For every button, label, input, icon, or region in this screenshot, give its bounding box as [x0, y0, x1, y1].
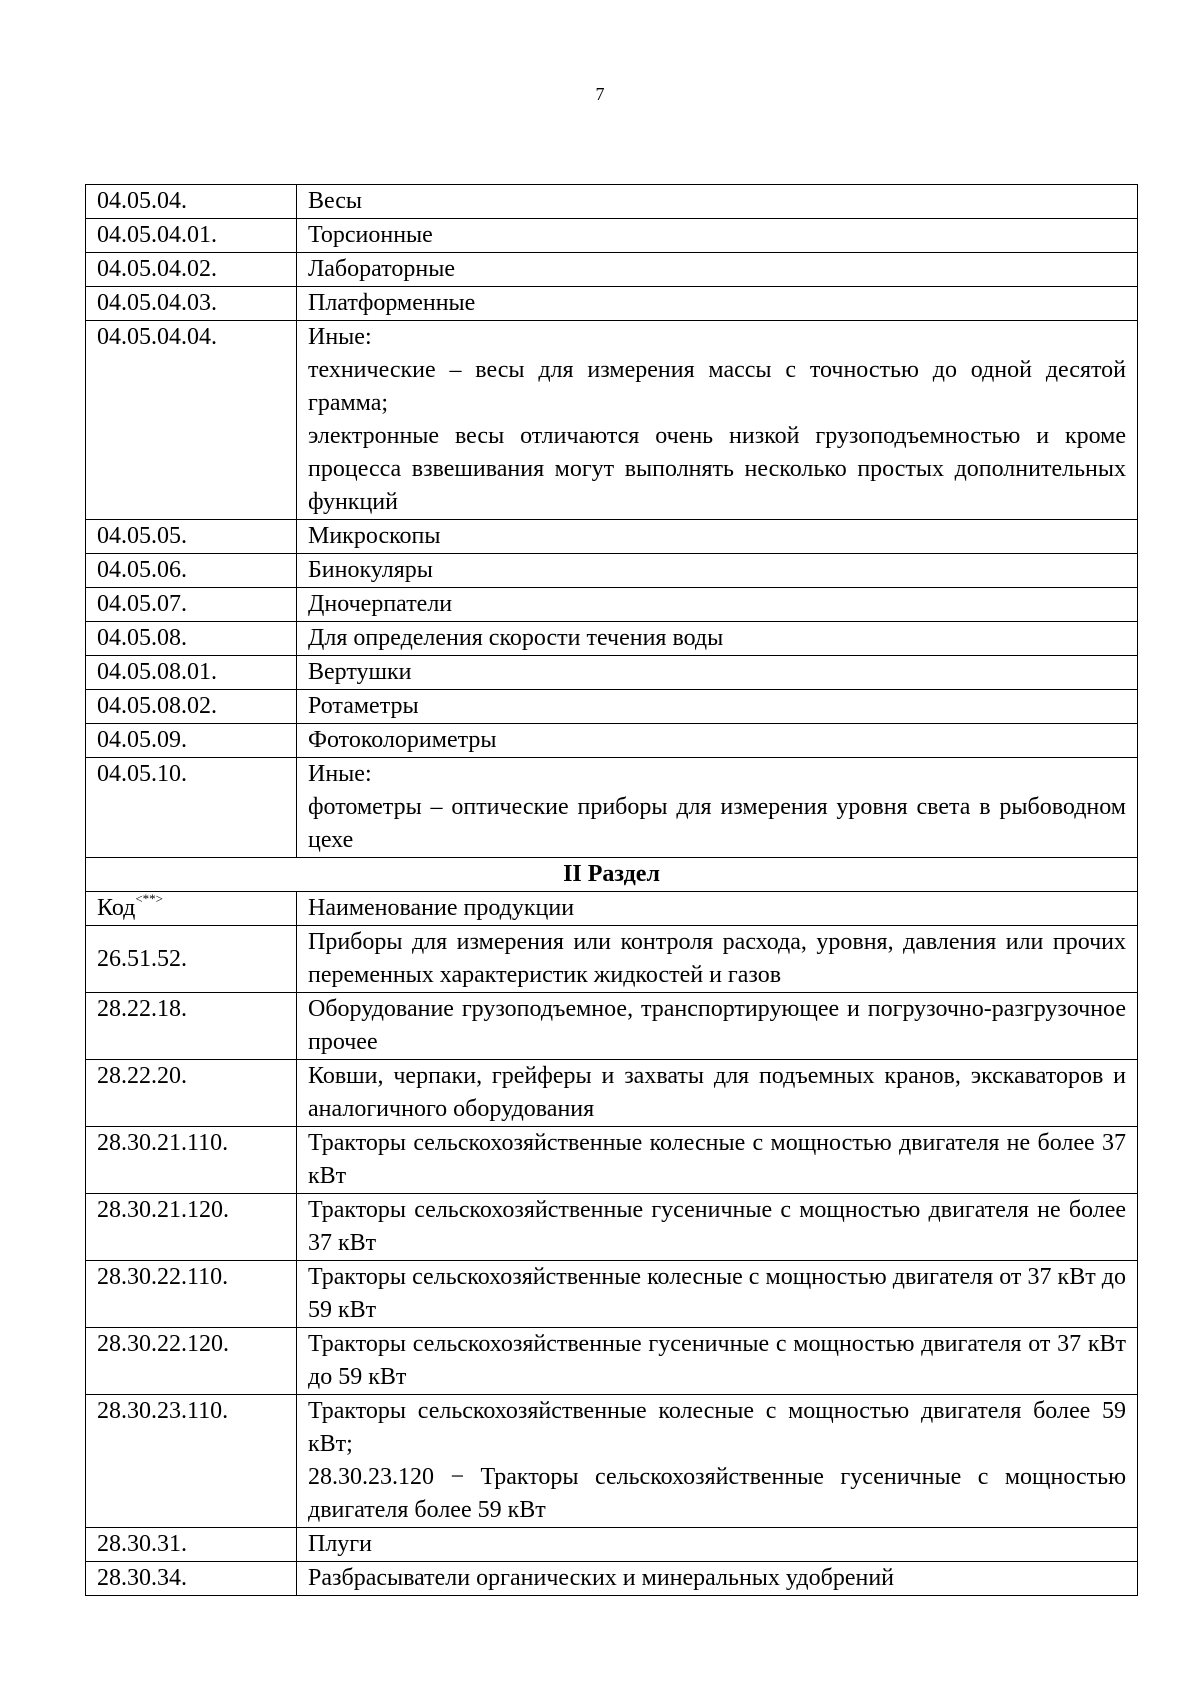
- table-row: [86, 1395, 1138, 1528]
- row-code: 04.05.08.: [86, 622, 297, 656]
- row-code: 28.30.34.: [86, 1562, 297, 1596]
- row-code: 04.05.09.: [86, 724, 297, 758]
- row-name-line: Тракторы сельскохозяйственные колесные с мощностью двигателя от 37 кВт до 59 кВт: [308, 1264, 1126, 1323]
- row-name: [297, 1261, 1138, 1328]
- table-row: [86, 1127, 1138, 1194]
- row-name-line: Фотоколориметры: [308, 727, 497, 753]
- row-name-line: Иные:: [308, 761, 372, 787]
- table-row: [86, 926, 1138, 993]
- section-title: II Раздел: [86, 858, 1138, 892]
- row-code: 04.05.08.02.: [86, 690, 297, 724]
- table-row: [86, 1060, 1138, 1127]
- row-code: 28.22.18.: [86, 993, 297, 1060]
- section-2-header: [86, 858, 1138, 926]
- table-row: [86, 622, 1138, 656]
- row-code: 28.30.21.110.: [86, 1127, 297, 1194]
- row-code: 28.22.20.: [86, 1060, 297, 1127]
- row-code: 04.05.04.02.: [86, 253, 297, 287]
- table-row: [86, 219, 1138, 253]
- row-code: 28.30.23.110.: [86, 1395, 297, 1528]
- row-code: 28.30.21.120.: [86, 1194, 297, 1261]
- row-name-line: Для определения скорости течения воды: [308, 625, 724, 651]
- row-name-line: Дночерпатели: [308, 591, 453, 617]
- row-name: [297, 185, 1138, 219]
- row-code: 28.30.22.120.: [86, 1328, 297, 1395]
- row-name: [297, 554, 1138, 588]
- row-code: 28.30.31.: [86, 1528, 297, 1562]
- code-header: [86, 892, 297, 926]
- row-name-line: Микроскопы: [308, 523, 441, 549]
- table-row: [86, 1528, 1138, 1562]
- row-name: [297, 758, 1138, 858]
- row-code: 04.05.04.04.: [86, 321, 297, 520]
- page-number: 7: [595, 84, 605, 104]
- row-name-line: Торсионные: [308, 222, 433, 248]
- table-row: [86, 1194, 1138, 1261]
- table-row: [86, 554, 1138, 588]
- table-row: [86, 1562, 1138, 1596]
- row-code: 04.05.05.: [86, 520, 297, 554]
- row-name: [297, 993, 1138, 1060]
- row-name: [297, 219, 1138, 253]
- row-name: [297, 1395, 1138, 1528]
- row-name: [297, 622, 1138, 656]
- table-row: [86, 588, 1138, 622]
- row-name-line: Иные:: [308, 324, 372, 350]
- row-name: [297, 1194, 1138, 1261]
- row-name-line: Тракторы сельскохозяйственные гусеничные с мощностью двигателя не более 37 кВт: [308, 1197, 1126, 1256]
- table-row: [86, 656, 1138, 690]
- row-code: 04.05.06.: [86, 554, 297, 588]
- row-name-line: технические – весы для измерения массы с точностью до одной десятой грамма;: [308, 357, 1126, 416]
- row-name: [297, 926, 1138, 993]
- row-name-line: Ротаметры: [308, 693, 419, 719]
- code-header-label: Код: [97, 895, 136, 921]
- table-row: [86, 520, 1138, 554]
- row-name: [297, 1127, 1138, 1194]
- section-title-row: [86, 858, 1138, 892]
- row-name-line: Приборы для измерения или контроля расхода, уровня, давления или прочих переменных характеристик жидкостей и газов: [308, 929, 1126, 988]
- section-2-body: [86, 926, 1138, 1596]
- row-name-line: электронные весы отличаются очень низкой грузоподъемностью и кроме процесса взвешивания могут выполнять несколько простых дополнительных функций: [308, 423, 1126, 515]
- column-header-row: [86, 892, 1138, 926]
- row-name-line: Бинокуляры: [308, 557, 433, 583]
- table-row: [86, 993, 1138, 1060]
- row-name: [297, 588, 1138, 622]
- row-name-line: Разбрасыватели органических и минеральных удобрений: [308, 1565, 895, 1591]
- row-name-line: Лабораторные: [308, 256, 455, 282]
- row-name: [297, 253, 1138, 287]
- row-name-line: Ковши, черпаки, грейферы и захваты для подъемных кранов, экскаваторов и аналогичного оборудования: [308, 1063, 1126, 1122]
- row-code: 04.05.04.03.: [86, 287, 297, 321]
- row-code: 04.05.04.: [86, 185, 297, 219]
- table-row: [86, 321, 1138, 520]
- section-1-body: [86, 185, 1138, 858]
- row-name-line: Весы: [308, 188, 363, 214]
- row-code: 04.05.10.: [86, 758, 297, 858]
- table-row: [86, 287, 1138, 321]
- row-name: [297, 1528, 1138, 1562]
- row-code: 28.30.22.110.: [86, 1261, 297, 1328]
- table-row: [86, 253, 1138, 287]
- row-name: [297, 321, 1138, 520]
- row-name: [297, 287, 1138, 321]
- table-row: [86, 185, 1138, 219]
- table-row: [86, 1328, 1138, 1395]
- row-name-line: Тракторы сельскохозяйственные гусеничные с мощностью двигателя от 37 кВт до 59 кВт: [308, 1331, 1126, 1390]
- row-name-line: фотометры – оптические приборы для измерения уровня света в рыбоводном цехе: [308, 794, 1126, 853]
- classification-table: [85, 184, 1138, 1596]
- row-code: 04.05.07.: [86, 588, 297, 622]
- row-name-line: Платформенные: [308, 290, 476, 316]
- row-name: [297, 656, 1138, 690]
- row-name: [297, 690, 1138, 724]
- row-name-line: Тракторы сельскохозяйственные колесные с мощностью двигателя более 59 кВт;: [308, 1398, 1126, 1457]
- row-name-line: 28.30.23.120 − Тракторы сельскохозяйственные гусеничные с мощностью двигателя более 59 кВт: [308, 1464, 1126, 1523]
- table-row: [86, 1261, 1138, 1328]
- row-code: 04.05.08.01.: [86, 656, 297, 690]
- row-name: [297, 724, 1138, 758]
- row-code: 04.05.04.01.: [86, 219, 297, 253]
- row-name-line: Тракторы сельскохозяйственные колесные с мощностью двигателя не более 37 кВт: [308, 1130, 1126, 1189]
- table-row: [86, 724, 1138, 758]
- row-code: 26.51.52.: [86, 926, 297, 993]
- table-row: [86, 758, 1138, 858]
- code-header-footnote: <**>: [135, 891, 164, 906]
- row-name-line: Оборудование грузоподъемное, транспортирующее и погрузочно-разгрузочное прочее: [308, 996, 1126, 1055]
- row-name: [297, 520, 1138, 554]
- table-row: [86, 690, 1138, 724]
- row-name: [297, 1562, 1138, 1596]
- row-name-line: Плуги: [308, 1531, 372, 1557]
- name-header: Наименование продукции: [297, 892, 1138, 926]
- row-name-line: Вертушки: [308, 659, 412, 685]
- row-name: [297, 1060, 1138, 1127]
- row-name: [297, 1328, 1138, 1395]
